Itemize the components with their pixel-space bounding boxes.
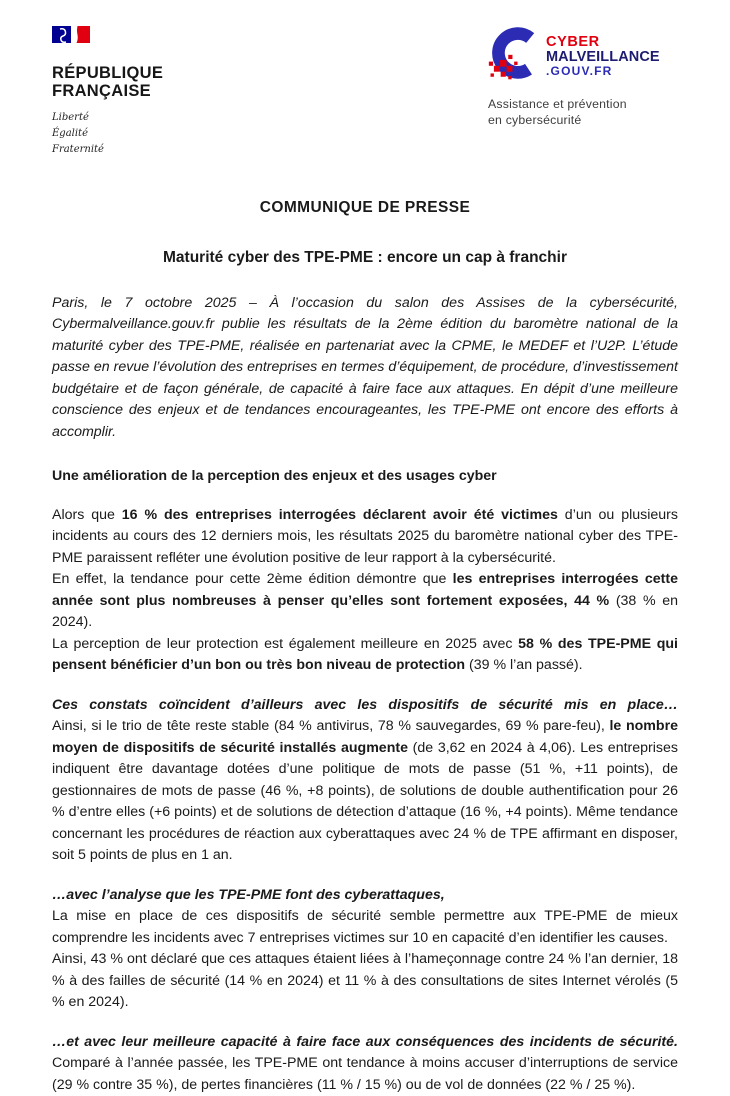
paragraph	[52, 885, 678, 1014]
page-title: Maturité cyber des TPE-PME : encore un cap à franchir	[163, 248, 567, 266]
text-segment: (38 % en 2024).	[52, 592, 678, 631]
republique-line2: FRANÇAISE	[52, 82, 151, 101]
lead-paragraph	[52, 293, 678, 444]
page-header	[52, 26, 678, 158]
paragraph-lead-line	[52, 695, 678, 717]
cybermalveillance-tagline	[488, 96, 678, 128]
text-segment: (de 3,62 en 2024 à 4,06). Les entreprises indiquent être davantage dotées d’une politique de mots de passe (51 %, +11 points), de gestionnaires de mots de passe (46 %, +8 points), de solutions de double authentification pour 26 % d’entre elles (+6 points) et de solutions de détection d’attaque (16 %, +4 points). Même tendance concernant les procédures de réaction aux cyberattaques avec 24 % de TPE affirmant en disposer, soit 5 points de plus en 1 an.	[52, 739, 678, 864]
text-segment: En effet, la tendance pour cette 2ème édition démontre que	[52, 571, 453, 588]
text-segment: Ces constats coïncident d’ailleurs avec les dispositifs de sécurité mis en place…	[52, 696, 678, 713]
motto-egalite: Égalité	[52, 127, 88, 139]
paragraph	[52, 695, 678, 867]
cyber-word: CYBER	[546, 33, 600, 50]
text-segment: La perception de leur protection est également meilleure en 2025 avec	[52, 635, 519, 652]
text-segment: d’un ou plusieurs incidents au cours des 12 derniers mois, les résultats 2025 du baromètre national cyber des TPE-PME paraissent refléter une évolution positive de leur rapport à la cybersécurité.	[52, 506, 678, 566]
republique-line1: RÉPUBLIQUE	[52, 64, 164, 82]
text-segment: Ainsi, 43 % ont déclaré que ces attaques étaient liées à l’hameçonnage contre 24 % l’an dernier, 18 % à des failles de sécurité (14 % en 2024) et 11 % à des consultations de sites Internet vérolés (5 % en 2024).	[52, 951, 678, 1011]
text-segment: le nombre moyen de dispositifs de sécurité installés augmente	[52, 718, 678, 756]
paragraph-lead-line	[52, 885, 678, 907]
text-segment: Ainsi, si le trio de tête reste stable (84 % antivirus, 78 % sauvegardes, 69 % pare-feu),	[52, 718, 610, 735]
text-segment: Comparé à l’année passée, les TPE-PME ont tendance à moins accuser d’interruptions de service (29 % contre 35 %), de pertes financières (11 % / 15 %) ou de vol de données (22 % / 25 %).	[52, 1055, 678, 1093]
text-segment: Alors que	[52, 506, 122, 523]
article-body	[52, 293, 678, 1096]
republique-motto	[52, 110, 252, 158]
tagline-line2: en cybersécurité	[488, 113, 582, 128]
motto-fraternite: Fraternité	[52, 143, 104, 155]
gouvfr-word: .GOUV.FR	[546, 64, 613, 79]
paragraph	[52, 1032, 678, 1096]
motto-liberte: Liberté	[52, 111, 89, 123]
text-segment: Une amélioration de la perception des enjeux et des usages cyber	[52, 468, 497, 485]
tagline-line1: Assistance et prévention	[488, 97, 627, 111]
cybermalveillance-c-icon	[488, 26, 542, 87]
text-segment: La mise en place de ces dispositifs de sécurité semble permettre aux TPE-PME de mieux comprendre les incidents avec 7 entreprises victimes sur 10 en capacité d’en identifier les causes.	[52, 908, 678, 946]
malveillance-word: MALVEILLANCE	[546, 49, 660, 66]
press-release-kicker: COMMUNIQUE DE PRESSE	[259, 198, 471, 216]
text-segment: …avec l’analyse que les TPE-PME font des cyberattaques,	[52, 886, 445, 903]
cybermalveillance-wordmark	[546, 35, 660, 78]
republique-francaise-logo	[52, 26, 252, 158]
cybermalveillance-logo	[488, 26, 678, 128]
text-segment: (39 % l’an passé).	[465, 657, 583, 674]
french-flag-icon	[52, 40, 95, 57]
text-segment: 58 % des TPE-PME qui pensent bénéficier d’un bon ou très bon niveau de protection	[52, 635, 678, 674]
text-segment: 16 % des entreprises interrogées déclarent avoir été victimes	[121, 506, 558, 523]
paragraph-lead-line	[52, 1032, 678, 1054]
paragraph	[52, 505, 678, 677]
section-heading	[52, 466, 678, 488]
text-segment: Paris, le 7 octobre 2025 – À l’occasion du salon des Assises de la cybersécurité, Cybermalveillance.gouv.fr publie les résultats de la 2ème édition du baromètre national de la maturité cyber des TPE-PME, réalisée en partenariat avec la CPME, le MEDEF et l’U2P. L’étude passe en revue l’évolution des entreprises en termes d’équipement, de procédure, d’investissement budgétaire et de façon générale, de capacité à faire face aux attaques. En dépit d’une meilleure conscience des enjeux et de tendances encourageantes, les TPE-PME ont encore des efforts à accomplir.	[52, 294, 678, 440]
republique-wordmark	[52, 64, 252, 101]
text-segment: les entreprises interrogées cette année sont plus nombreuses à penser qu’elles sont fortement exposées, 44 %	[52, 571, 678, 609]
text-segment: …et avec leur meilleure capacité à faire face aux conséquences des incidents de sécurité.	[52, 1033, 678, 1050]
